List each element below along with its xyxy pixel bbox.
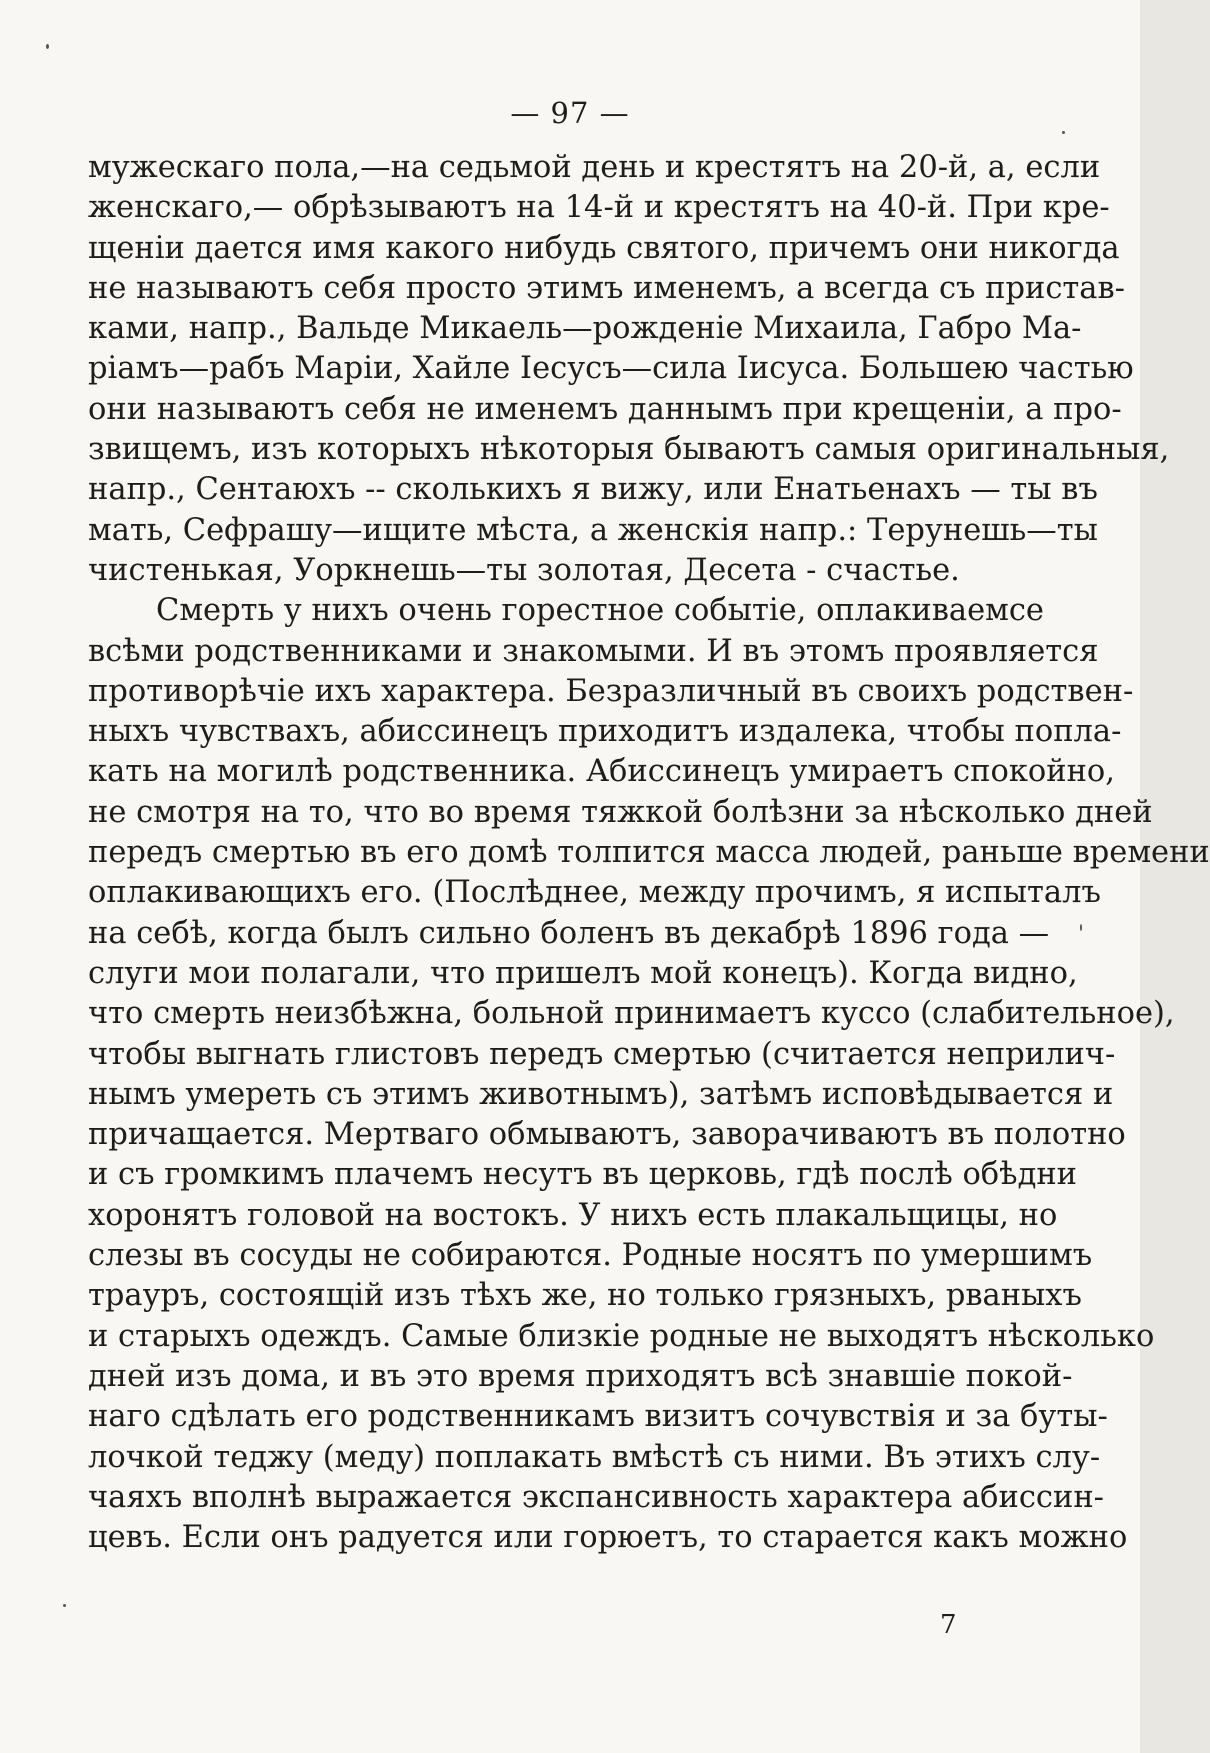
text-line: на себѣ, когда былъ сильно боленъ въ декабрѣ 1896 года — (88, 915, 1050, 951)
text-line: мужескаго пола,—на седьмой день и крестятъ на 20-й, а, если (88, 150, 1101, 185)
print-speck (63, 1604, 66, 1607)
signature-mark: 7 (940, 1610, 957, 1640)
text-line: чаяхъ вполнѣ выражается экспансивность характера абиссин- (88, 1479, 1104, 1515)
text-line: что смерть неизбѣжна, больной принимаетъ куссо (слабительное), (88, 996, 1175, 1032)
print-speck (46, 44, 49, 49)
page-number: — 97 — (510, 96, 630, 130)
paragraph-2 (88, 591, 1210, 1558)
text-line: щеніи дается имя какого нибудь святого, причемъ они никогда (88, 230, 1120, 266)
text-line: дней изъ дома, и въ это время приходятъ всѣ знавшіе покой- (88, 1358, 1073, 1394)
text-line: причащается. Мертваго обмываютъ, заворачиваютъ въ полотно (88, 1117, 1126, 1153)
text-line: мать, Сефрашу—ищите мѣста, а женскія напр.: Терунешь—ты (88, 512, 1098, 548)
text-line: ныхъ чувствахъ, абиссинецъ приходитъ издалека, чтобы попла- (88, 714, 1122, 750)
text-line: наго сдѣлать его родственникамъ визитъ сочувствія и за буты- (88, 1399, 1108, 1435)
text-line: не смотря на то, что во время тяжкой болѣзни за нѣсколько дней (88, 794, 1153, 830)
text-line: звищемъ, изъ которыхъ нѣкоторыя бываютъ самыя оригинальныя, (88, 432, 1170, 468)
text-line: цевъ. Если онъ радуется или горюетъ, то старается какъ можно (88, 1520, 1128, 1556)
text-line: нымъ умереть съ этимъ животнымъ), затѣмъ исповѣдывается и (88, 1076, 1114, 1112)
text-line: оплакивающихъ его. (Послѣднее, между прочимъ, я испыталъ (88, 875, 1101, 911)
text-line: не называютъ себя просто этимъ именемъ, а всегда съ пристав- (88, 270, 1125, 306)
print-speck (1080, 924, 1082, 931)
text-line: слуги мои полагали, что пришелъ мой конецъ). Когда видно, (88, 955, 1078, 991)
text-line: и съ громкимъ плачемъ несутъ въ церковь, гдѣ послѣ обѣдни (88, 1157, 1078, 1193)
text-line: женскаго,— обрѣзываютъ на 14-й и крестятъ на 40-й. При кре- (88, 190, 1110, 226)
body-text (88, 148, 1210, 1558)
text-line: ріамъ—рабъ Маріи, Хайле Іесусъ—сила Іисуса. Большею частью (88, 351, 1134, 387)
text-line: чистенькая, Уоркнешь—ты золотая, Десета - счастье. (88, 552, 960, 588)
text-line: напр., Сентаюхъ -- сколькихъ я вижу, или Енатьенахъ — ты въ (88, 472, 1098, 508)
text-line: противорѣчіе ихъ характера. Безразличный въ своихъ родствен- (88, 673, 1134, 709)
text-line: они называютъ себя не именемъ даннымъ при крещеніи, а про- (88, 391, 1122, 427)
text-line: ками, напр., Вальде Микаель—рожденіе Михаила, Габро Ма- (88, 311, 1082, 347)
text-line: слезы въ сосуды не собираются. Родные носятъ по умершимъ (88, 1238, 1093, 1274)
print-speck (1062, 131, 1065, 134)
text-line: всѣми родственниками и знакомыми. И въ этомъ проявляется (88, 633, 1099, 669)
text-line: хоронятъ головой на востокъ. У нихъ есть плакальщицы, но (88, 1197, 1058, 1233)
text-line: передъ смертью въ его домѣ толпится масса людей, раньше времени (88, 835, 1210, 871)
text-line: трауръ, состоящій изъ тѣхъ же, но только грязныхъ, рваныхъ (88, 1278, 1082, 1314)
paragraph-1 (88, 148, 1170, 591)
text-line: и старыхъ одеждъ. Самые близкіе родные не выходятъ нѣсколько (88, 1318, 1155, 1354)
text-line: чтобы выгнать глистовъ передъ смертью (считается неприлич- (88, 1036, 1116, 1072)
text-line: кать на могилѣ родственника. Абиссинецъ умираетъ спокойно, (88, 754, 1115, 790)
text-line: лочкой теджу (меду) поплакать вмѣстѣ съ ними. Въ этихъ слу- (88, 1439, 1101, 1475)
text-line: Смерть у нихъ очень горестное событіе, оплакиваемсе (156, 593, 1044, 629)
